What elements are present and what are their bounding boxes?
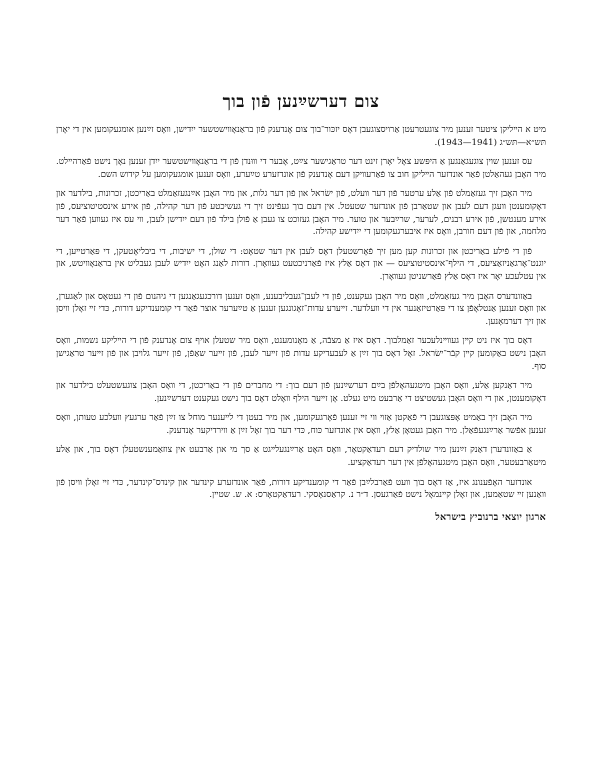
- paragraph-2: עס זענען שוין צוגעגאַנגען אַ היפּשע צאָל יאָרן זינט דער טראַגישער צײַט, אָבער די װוּנדן פֿון די בראַנאָװישטשער ייִדן זענען נאָך נישט פֿאַרהײלט. מיר האָבן געהאַלטן פֿאַר אונדזער הײליקן חוב צו פֿאַרעװיקן דעם אָנדענק פֿון אונדזערע טײַערע, װאָס זענען אומגעקומען על קידוש השם.: [56, 157, 546, 180]
- paragraph-1: מיט א הײליקן ציטער זענען מיר צוגעטרעטן אַרויסצוגעבן דאָס יזכּור־בוך צום אָנדענק פֿון בראַנאָװישטשער ייִדישן, װאָס זײַנען אומגעקומען אין די יאָרן תּש״א—תּש״ג (1941—1943).: [56, 125, 546, 148]
- paragraph-4: פֿון די פֿילע באַריכטן און זכרונות קען מען זיך פֿאָרשטעלן דאָס לעבן אין דער שטאָט: די שולן, די ישיבות, די ביבליאָטעקן, די פּאַרטײען, די יוגנט־אָרגאַניזאַציעס, די הילף־אינסטיטוציעס — און דאָס אַלץ איז פֿאַרניכטעט געװאָרן. דורות לאַנג האָט ייִדיש לעבן געבליט אין בראַנאָװיטש, און אין עטלעכע יאָר איז דאָס אַלץ פֿאַרשניטן געװאָרן.: [56, 246, 546, 282]
- document-page: [56, 92, 546, 523]
- paragraph-6: דאָס בוך איז ניט קײן געװײנלעכער זאַמלבוך. דאָס איז אַ מצבֿה, אַ מאָנומענט, װאָס מיר שטעלן אױף צום אָנדענק פֿון די הײליקע נשמות, װאָס האָבן נישט באַקומען קײן קבֿר־ישׂראל. זאָל דאָס בוך זײַן אַ לעבעדיקע עדות פֿון זײער לעבן, פֿון זײער שאַפֿן, פֿון זײער גלױבן און פֿון זײער טראַגישן סוף.: [56, 336, 546, 372]
- paragraph-5: באַזונדערס האָבן מיר געזאַמלט, װאָס מיר האָבן געקענט, פֿון די לעבן־געבליבענע, װאָס זענען דורכגעגאַנגען די גיהנום פֿון די געטאָס און לאַגערן, און װאָס זענען אַנטלאָפֿן צו די פּאַרטיזאַנער אין די װעלדער. זײערע עדות־זאָגונגען זענען אַ טײַערער אוצר פֿאַר די קומענדיקע דורות, כּדי זײ זאָלן װיסן און זיך דערמאָנען.: [56, 291, 546, 327]
- paragraph-3: מיר האָבן זיך געזאַמלט פֿון אַלע ערטער פֿון דער װעלט, פֿון ישׂראל און פֿון דער גלות, און מיר האָבן אײַנגעזאַמלט באַריכטן, זכרונות, בילדער און דאָקומענטן װעגן דעם לעבן און שטאַרבן פֿון אונדזער שטעטל. אין דעם בוך געפֿינט זיך די געשיכטע פֿון דער קהילה, פֿון אירע אינסטיטוציעס, פֿון אירע מענטשן, פֿון אירע רבנים, לערער, שרײַבער און טוער. מיר האָבן געזוכט צו געבן אַ פֿולן בילד פֿון דעם ייִדישן לעבן, װי עס איז געװען פֿאַר דער מלחמה, און פֿון דעם חורבן, װאָס איז איבערגעקומען די ייִדישע קהילה.: [56, 189, 546, 238]
- paragraph-10: אונדזער האָפֿענונג איז, אַז דאָס בוך װעט פֿאַרבלײַבן פֿאַר די קומענדיקע דורות, פֿאַר אונדזערע קינדער און קינדס־קינדער, כּדי זײ זאָלן װיסן פֿון װאַנען זײ שטאַמען, און זאָלן קײנמאָל נישט פֿאַרגעסן. ד״ר נ. קראַסנאָסקי. רעדאַקטאָרס: א. ש. שטײן.: [56, 477, 546, 501]
- paragraph-7: מיר דאַנקען אַלע, װאָס האָבן מיטגעהאָלפֿן בײַם דערשײַנען פֿון דעם בוך: די מחברים פֿון די באַריכטן, די װאָס האָבן צוגעשטעלט בילדער און דאָקומענטן, און די װאָס האָבן געשטיצט די אַרבעט מיט געלט. אָן זײער הילף װאָלט דאָס בוך נישט געקענט דערשײַנען.: [56, 381, 546, 404]
- paragraph-9: אַ באַזונדערן דאַנק זײַנען מיר שולדיק דעם רעדאַקטאָר, װאָס האָט אַרײַנגעלײגט אַ סך מי און אַרבעט אין צוזאַמענשטעלן דאָס בוך, און אַלע מיטאַרבעטער, װאָס האָבן מיטגעהאָלפֿן אין דער רעדאַקציע.: [56, 445, 546, 469]
- paragraph-8: מיר האָבן זיך באַמיט אָפּצוגעבן די פֿאַקטן אַזױ װי זײ זענען פֿאָרגעקומען, און מיר בעטן די לײענער מוחל צו זײַן פֿאַר ערגעץ װעלכע טעותן, װאָס זענען אפֿשר אַרײַנגעפֿאַלן. מיר האָבן געטאָן אַלץ, װאָס אין אונדזער כּוח, כּדי דער בוך זאָל זײַן אַ װירדיקער אָנדענק.: [56, 413, 546, 436]
- organization-signature: ארגון יוצאי ברנוביץ בישראל: [435, 511, 546, 523]
- page-title: צום דערשײַנען פֿון בוך: [222, 92, 380, 112]
